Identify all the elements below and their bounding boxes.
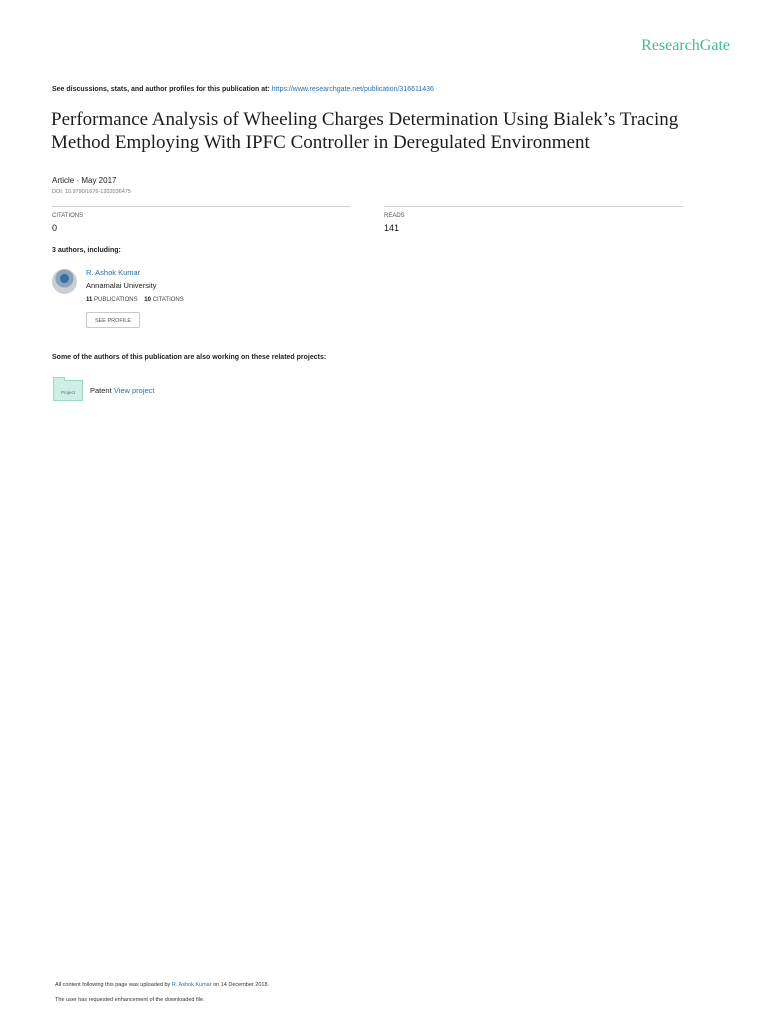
upload-prefix: All content following this page was uploaded by: [55, 982, 171, 988]
publication-link[interactable]: https://www.researchgate.net/publication/316611436: [271, 86, 434, 93]
citations-label: CITATIONS: [52, 213, 84, 219]
project-icon-label: Project: [60, 390, 75, 395]
project-name: Patent: [90, 386, 112, 395]
author-institution: Annamalai University: [86, 281, 157, 290]
view-project-link[interactable]: View project: [113, 386, 155, 395]
publication-doi: DOI: 10.9790/1676-1202036475: [52, 189, 131, 195]
uploader-link[interactable]: R. Ashok Kumar: [171, 982, 212, 988]
publication-title: Performance Analysis of Wheeling Charges Determination Using Bialek’s Tracing Method Employing With IPFC Controller in Deregulated Environment: [51, 109, 679, 153]
researchgate-logo[interactable]: ResearchGate: [641, 37, 730, 54]
enhancement-note: The user has requested enhancement of the downloaded file.: [55, 997, 205, 1003]
reads-label: READS: [384, 213, 405, 219]
authors-heading: 3 authors, including:: [52, 247, 121, 254]
author-citations-label: CITATIONS: [152, 297, 184, 303]
author-stats: [86, 297, 184, 303]
citations-value: 0: [52, 223, 58, 233]
reads-divider: [384, 206, 683, 207]
discussions-notice: [52, 86, 434, 93]
projects-heading: Some of the authors of this publication are also working on these related projects:: [52, 354, 327, 361]
project-folder-icon[interactable]: [53, 380, 83, 401]
author-citations-count: 10: [144, 297, 151, 303]
citations-divider: [52, 206, 350, 207]
reads-value: 141: [384, 223, 400, 233]
upload-suffix: on 14 December 2018.: [213, 982, 270, 988]
discussions-prefix: See discussions, stats, and author profiles for this publication at:: [52, 86, 270, 93]
upload-notice: [55, 982, 269, 988]
project-entry: [90, 386, 155, 395]
publication-meta: Article · May 2017: [52, 176, 117, 185]
see-profile-button[interactable]: SEE PROFILE: [86, 312, 140, 328]
author-publications-count: 11: [86, 297, 93, 303]
author-name-link[interactable]: R. Ashok Kumar: [86, 268, 141, 277]
author-publications-label: PUBLICATIONS: [94, 297, 138, 303]
avatar[interactable]: [52, 269, 77, 294]
